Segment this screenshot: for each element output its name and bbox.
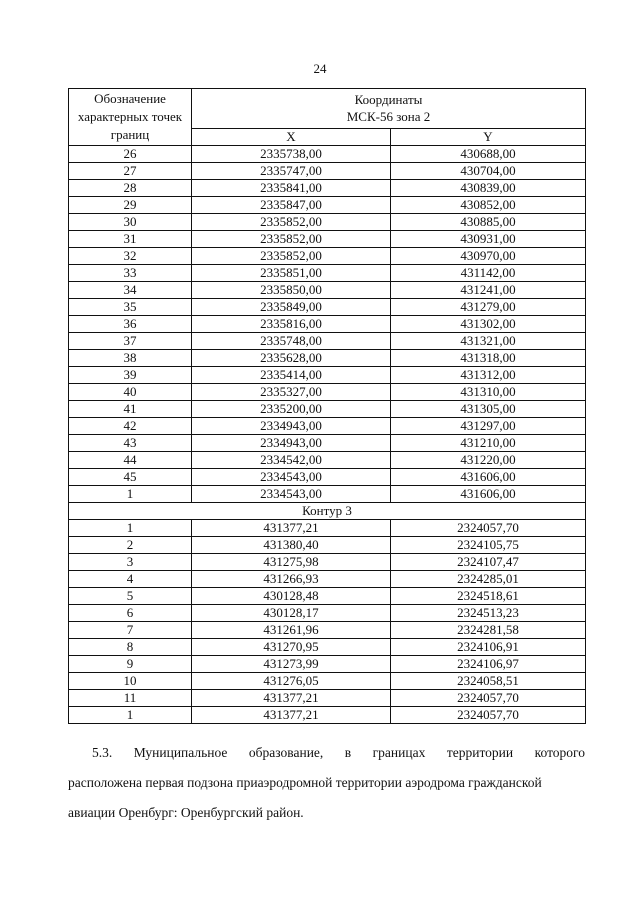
header-coordinates-line1: Координаты — [354, 92, 423, 108]
x-coordinate-cell: 431377,21 — [192, 707, 391, 724]
point-number-cell: 45 — [69, 469, 192, 486]
y-coordinate-cell: 2324057,70 — [391, 707, 586, 724]
point-number-cell: 29 — [69, 197, 192, 214]
point-number-cell: 3 — [69, 554, 192, 571]
paragraph-line-1: 5.3. Муниципальное образование, в границах территории которого — [92, 745, 585, 760]
point-number-cell: 28 — [69, 180, 192, 197]
point-number-cell: 27 — [69, 163, 192, 180]
table-row — [69, 163, 586, 180]
table-row — [69, 401, 586, 418]
point-number-cell: 32 — [69, 248, 192, 265]
point-number-cell: 35 — [69, 299, 192, 316]
x-coordinate-cell: 2335200,00 — [192, 401, 391, 418]
table-row — [69, 248, 586, 265]
x-coordinate-cell: 2335628,00 — [192, 350, 391, 367]
table-row — [69, 146, 586, 163]
table-row — [69, 197, 586, 214]
table-row — [69, 180, 586, 197]
paragraph-line-2: расположена первая подзона приаэродромной территории аэродрома гражданской — [68, 775, 542, 790]
x-coordinate-cell: 2334543,00 — [192, 486, 391, 503]
table-row — [69, 265, 586, 282]
x-coordinate-cell: 2335327,00 — [192, 384, 391, 401]
point-number-cell: 11 — [69, 690, 192, 707]
table-row — [69, 571, 586, 588]
y-coordinate-cell: 431310,00 — [391, 384, 586, 401]
y-coordinate-cell: 2324057,70 — [391, 690, 586, 707]
table-row — [69, 554, 586, 571]
table-body-part2 — [69, 520, 586, 724]
point-number-cell: 1 — [69, 707, 192, 724]
y-coordinate-cell: 430839,00 — [391, 180, 586, 197]
x-coordinate-cell: 430128,17 — [192, 605, 391, 622]
y-coordinate-cell: 430885,00 — [391, 214, 586, 231]
point-number-cell: 2 — [69, 537, 192, 554]
table-row — [69, 656, 586, 673]
x-coordinate-cell: 2334943,00 — [192, 418, 391, 435]
y-coordinate-cell: 431321,00 — [391, 333, 586, 350]
page-number: 24 — [313, 61, 327, 76]
header-x: X — [192, 128, 391, 145]
x-coordinate-cell: 2335852,00 — [192, 248, 391, 265]
point-number-cell: 42 — [69, 418, 192, 435]
x-coordinate-cell: 2335748,00 — [192, 333, 391, 350]
point-number-cell: 34 — [69, 282, 192, 299]
x-coordinate-cell: 431380,40 — [192, 537, 391, 554]
y-coordinate-cell: 2324105,75 — [391, 537, 586, 554]
header-coordinates-line2: МСК-56 зона 2 — [346, 109, 431, 125]
table-row — [69, 333, 586, 350]
table-row — [69, 520, 586, 537]
y-coordinate-cell: 431318,00 — [391, 350, 586, 367]
y-coordinate-cell: 2324285,01 — [391, 571, 586, 588]
y-coordinate-cell: 431241,00 — [391, 282, 586, 299]
y-coordinate-cell: 431210,00 — [391, 435, 586, 452]
y-coordinate-cell: 431606,00 — [391, 486, 586, 503]
x-coordinate-cell: 431275,98 — [192, 554, 391, 571]
point-number-cell: 39 — [69, 367, 192, 384]
y-coordinate-cell: 431302,00 — [391, 316, 586, 333]
x-coordinate-cell: 431377,21 — [192, 520, 391, 537]
table-row — [69, 350, 586, 367]
x-coordinate-cell: 2335738,00 — [192, 146, 391, 163]
table-row — [69, 690, 586, 707]
point-number-cell: 37 — [69, 333, 192, 350]
y-coordinate-cell: 2324106,97 — [391, 656, 586, 673]
y-coordinate-cell: 430852,00 — [391, 197, 586, 214]
point-number-cell: 1 — [69, 520, 192, 537]
x-coordinate-cell: 2334943,00 — [192, 435, 391, 452]
x-coordinate-cell: 2335847,00 — [192, 197, 391, 214]
point-number-cell: 43 — [69, 435, 192, 452]
point-number-cell: 5 — [69, 588, 192, 605]
x-coordinate-cell: 430128,48 — [192, 588, 391, 605]
x-coordinate-cell: 2335850,00 — [192, 282, 391, 299]
point-number-cell: 9 — [69, 656, 192, 673]
header-coordinates — [192, 89, 586, 129]
point-number-cell: 36 — [69, 316, 192, 333]
point-number-cell: 7 — [69, 622, 192, 639]
table-row — [69, 639, 586, 656]
point-number-cell: 41 — [69, 401, 192, 418]
point-number-cell: 1 — [69, 486, 192, 503]
x-coordinate-cell: 431273,99 — [192, 656, 391, 673]
y-coordinate-cell: 431606,00 — [391, 469, 586, 486]
table-row — [69, 231, 586, 248]
table-body-part1 — [69, 146, 586, 503]
x-coordinate-cell: 431276,05 — [192, 673, 391, 690]
table-row — [69, 486, 586, 503]
point-number-cell: 6 — [69, 605, 192, 622]
table-row — [69, 214, 586, 231]
y-coordinate-cell: 430704,00 — [391, 163, 586, 180]
table-row — [69, 707, 586, 724]
point-number-cell: 4 — [69, 571, 192, 588]
y-coordinate-cell: 431312,00 — [391, 367, 586, 384]
y-coordinate-cell: 430688,00 — [391, 146, 586, 163]
point-number-cell: 40 — [69, 384, 192, 401]
point-number-cell: 8 — [69, 639, 192, 656]
point-number-cell: 31 — [69, 231, 192, 248]
header-point-label: Обозначение характерных точек границ — [69, 89, 192, 146]
paragraph-line-3: авиации Оренбург: Оренбургский район. — [68, 805, 304, 820]
table-row — [69, 435, 586, 452]
y-coordinate-cell: 431297,00 — [391, 418, 586, 435]
y-coordinate-cell: 2324513,23 — [391, 605, 586, 622]
x-coordinate-cell: 2335816,00 — [192, 316, 391, 333]
x-coordinate-cell: 2335414,00 — [192, 367, 391, 384]
y-coordinate-cell: 431220,00 — [391, 452, 586, 469]
point-number-cell: 26 — [69, 146, 192, 163]
y-coordinate-cell: 431142,00 — [391, 265, 586, 282]
x-coordinate-cell: 2335747,00 — [192, 163, 391, 180]
contour-row — [69, 503, 586, 520]
table-row — [69, 384, 586, 401]
table-row — [69, 469, 586, 486]
y-coordinate-cell: 2324281,58 — [391, 622, 586, 639]
y-coordinate-cell: 2324057,70 — [391, 520, 586, 537]
point-number-cell: 38 — [69, 350, 192, 367]
table-row — [69, 673, 586, 690]
table-row — [69, 367, 586, 384]
header-y: Y — [391, 128, 586, 145]
x-coordinate-cell: 431270,95 — [192, 639, 391, 656]
table-row — [69, 622, 586, 639]
x-coordinate-cell: 431261,96 — [192, 622, 391, 639]
point-number-cell: 30 — [69, 214, 192, 231]
table-row — [69, 588, 586, 605]
x-coordinate-cell: 2335852,00 — [192, 231, 391, 248]
table-row — [69, 452, 586, 469]
contour-label: Контур 3 — [69, 503, 586, 520]
point-number-cell: 10 — [69, 673, 192, 690]
y-coordinate-cell: 2324058,51 — [391, 673, 586, 690]
y-coordinate-cell: 2324107,47 — [391, 554, 586, 571]
x-coordinate-cell: 2335841,00 — [192, 180, 391, 197]
table-row — [69, 418, 586, 435]
table-row — [69, 299, 586, 316]
x-coordinate-cell: 2335851,00 — [192, 265, 391, 282]
y-coordinate-cell: 430970,00 — [391, 248, 586, 265]
x-coordinate-cell: 431377,21 — [192, 690, 391, 707]
y-coordinate-cell: 2324106,91 — [391, 639, 586, 656]
x-coordinate-cell: 2334543,00 — [192, 469, 391, 486]
point-number-cell: 44 — [69, 452, 192, 469]
table-row — [69, 537, 586, 554]
x-coordinate-cell: 2335852,00 — [192, 214, 391, 231]
y-coordinate-cell: 2324518,61 — [391, 588, 586, 605]
table-row — [69, 316, 586, 333]
x-coordinate-cell: 2335849,00 — [192, 299, 391, 316]
x-coordinate-cell: 431266,93 — [192, 571, 391, 588]
y-coordinate-cell: 431279,00 — [391, 299, 586, 316]
coordinates-table — [68, 88, 586, 724]
y-coordinate-cell: 430931,00 — [391, 231, 586, 248]
point-number-cell: 33 — [69, 265, 192, 282]
table-row — [69, 282, 586, 299]
x-coordinate-cell: 2334542,00 — [192, 452, 391, 469]
y-coordinate-cell: 431305,00 — [391, 401, 586, 418]
table-row — [69, 605, 586, 622]
